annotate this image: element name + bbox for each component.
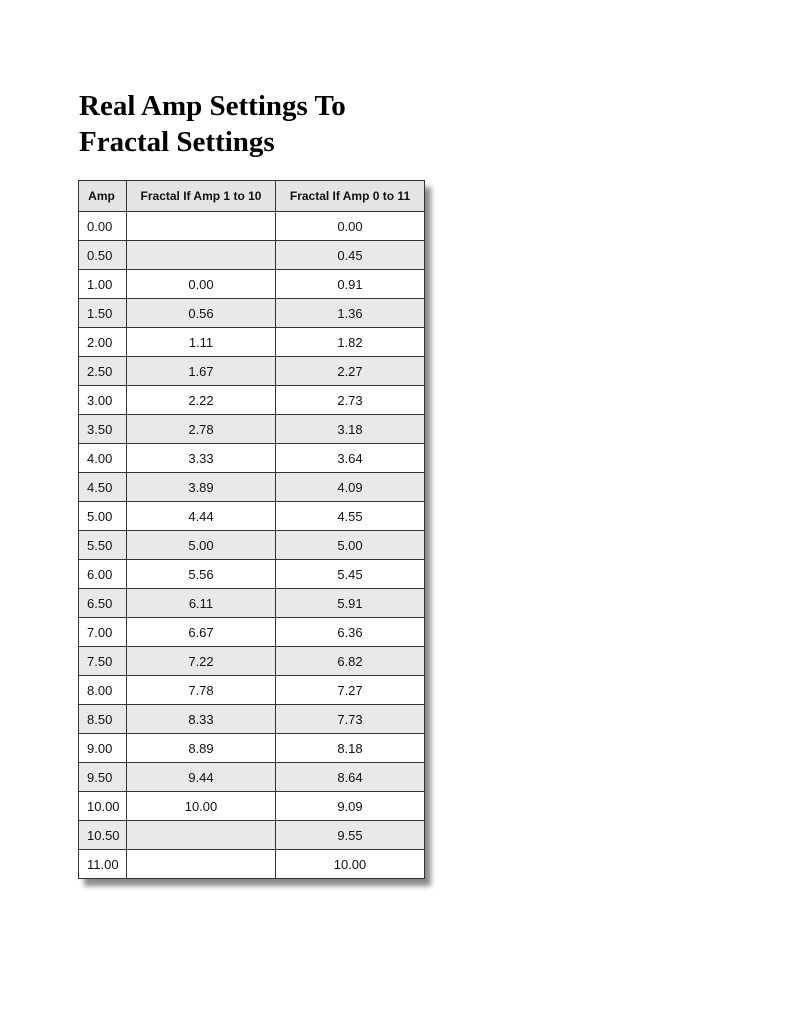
table-header-row — [79, 181, 425, 212]
cell-fractal-1-to-10 — [127, 850, 276, 879]
cell-amp: 2.50 — [79, 357, 127, 386]
cell-fractal-0-to-11: 4.09 — [276, 473, 425, 502]
cell-fractal-1-to-10: 8.89 — [127, 734, 276, 763]
cell-fractal-0-to-11: 6.82 — [276, 647, 425, 676]
table-row — [79, 502, 425, 531]
cell-fractal-0-to-11: 5.91 — [276, 589, 425, 618]
cell-amp: 10.00 — [79, 792, 127, 821]
table-row — [79, 241, 425, 270]
table-row — [79, 415, 425, 444]
table-row — [79, 763, 425, 792]
table-row — [79, 328, 425, 357]
cell-amp: 9.00 — [79, 734, 127, 763]
table-row — [79, 618, 425, 647]
cell-fractal-0-to-11: 8.64 — [276, 763, 425, 792]
page-title — [79, 88, 346, 160]
cell-fractal-0-to-11: 2.73 — [276, 386, 425, 415]
cell-amp: 8.00 — [79, 676, 127, 705]
cell-fractal-0-to-11: 9.09 — [276, 792, 425, 821]
cell-fractal-0-to-11: 0.45 — [276, 241, 425, 270]
cell-fractal-0-to-11: 0.00 — [276, 212, 425, 241]
table-row — [79, 589, 425, 618]
table-row — [79, 821, 425, 850]
cell-fractal-1-to-10: 6.11 — [127, 589, 276, 618]
cell-amp: 9.50 — [79, 763, 127, 792]
header-amp: Amp — [79, 181, 127, 212]
cell-fractal-1-to-10: 9.44 — [127, 763, 276, 792]
table-row — [79, 444, 425, 473]
cell-fractal-1-to-10: 1.67 — [127, 357, 276, 386]
cell-fractal-0-to-11: 2.27 — [276, 357, 425, 386]
cell-fractal-1-to-10: 7.22 — [127, 647, 276, 676]
cell-fractal-1-to-10: 1.11 — [127, 328, 276, 357]
table-row — [79, 560, 425, 589]
cell-fractal-1-to-10: 5.56 — [127, 560, 276, 589]
table-row — [79, 792, 425, 821]
cell-amp: 4.50 — [79, 473, 127, 502]
cell-amp: 11.00 — [79, 850, 127, 879]
cell-fractal-0-to-11: 9.55 — [276, 821, 425, 850]
cell-fractal-1-to-10: 0.00 — [127, 270, 276, 299]
cell-fractal-0-to-11: 8.18 — [276, 734, 425, 763]
table-row — [79, 531, 425, 560]
table-body — [79, 212, 425, 879]
cell-fractal-0-to-11: 10.00 — [276, 850, 425, 879]
cell-fractal-0-to-11: 7.27 — [276, 676, 425, 705]
table-row — [79, 270, 425, 299]
cell-amp: 5.00 — [79, 502, 127, 531]
cell-amp: 8.50 — [79, 705, 127, 734]
cell-fractal-0-to-11: 4.55 — [276, 502, 425, 531]
cell-amp: 7.00 — [79, 618, 127, 647]
cell-amp: 6.00 — [79, 560, 127, 589]
table-row — [79, 705, 425, 734]
table-row — [79, 212, 425, 241]
cell-fractal-1-to-10: 4.44 — [127, 502, 276, 531]
cell-amp: 3.50 — [79, 415, 127, 444]
cell-amp: 7.50 — [79, 647, 127, 676]
conversion-table-container — [78, 180, 425, 879]
title-line-2: Fractal Settings — [79, 126, 275, 158]
cell-fractal-1-to-10: 8.33 — [127, 705, 276, 734]
table-row — [79, 299, 425, 328]
cell-fractal-0-to-11: 3.64 — [276, 444, 425, 473]
cell-amp: 4.00 — [79, 444, 127, 473]
cell-fractal-0-to-11: 1.36 — [276, 299, 425, 328]
cell-amp: 0.00 — [79, 212, 127, 241]
cell-fractal-1-to-10: 6.67 — [127, 618, 276, 647]
title-line-1: Real Amp Settings To — [79, 90, 346, 122]
cell-fractal-0-to-11: 6.36 — [276, 618, 425, 647]
cell-fractal-1-to-10 — [127, 821, 276, 850]
table-row — [79, 850, 425, 879]
cell-fractal-0-to-11: 5.45 — [276, 560, 425, 589]
table-row — [79, 734, 425, 763]
cell-fractal-1-to-10: 2.22 — [127, 386, 276, 415]
cell-amp: 5.50 — [79, 531, 127, 560]
cell-fractal-0-to-11: 0.91 — [276, 270, 425, 299]
cell-fractal-1-to-10: 7.78 — [127, 676, 276, 705]
cell-fractal-1-to-10: 3.89 — [127, 473, 276, 502]
conversion-table — [78, 180, 425, 879]
cell-fractal-1-to-10: 5.00 — [127, 531, 276, 560]
cell-amp: 3.00 — [79, 386, 127, 415]
cell-amp: 1.00 — [79, 270, 127, 299]
cell-amp: 10.50 — [79, 821, 127, 850]
cell-amp: 2.00 — [79, 328, 127, 357]
cell-fractal-1-to-10: 2.78 — [127, 415, 276, 444]
table-row — [79, 647, 425, 676]
header-fractal-1-to-10: Fractal If Amp 1 to 10 — [127, 181, 276, 212]
cell-fractal-0-to-11: 1.82 — [276, 328, 425, 357]
cell-fractal-1-to-10: 3.33 — [127, 444, 276, 473]
cell-fractal-1-to-10: 0.56 — [127, 299, 276, 328]
table-row — [79, 676, 425, 705]
cell-fractal-0-to-11: 5.00 — [276, 531, 425, 560]
cell-fractal-1-to-10: 10.00 — [127, 792, 276, 821]
header-fractal-0-to-11: Fractal If Amp 0 to 11 — [276, 181, 425, 212]
cell-amp: 1.50 — [79, 299, 127, 328]
cell-fractal-1-to-10 — [127, 241, 276, 270]
table-row — [79, 386, 425, 415]
cell-fractal-1-to-10 — [127, 212, 276, 241]
cell-amp: 0.50 — [79, 241, 127, 270]
table-row — [79, 357, 425, 386]
table-row — [79, 473, 425, 502]
cell-amp: 6.50 — [79, 589, 127, 618]
cell-fractal-0-to-11: 3.18 — [276, 415, 425, 444]
cell-fractal-0-to-11: 7.73 — [276, 705, 425, 734]
